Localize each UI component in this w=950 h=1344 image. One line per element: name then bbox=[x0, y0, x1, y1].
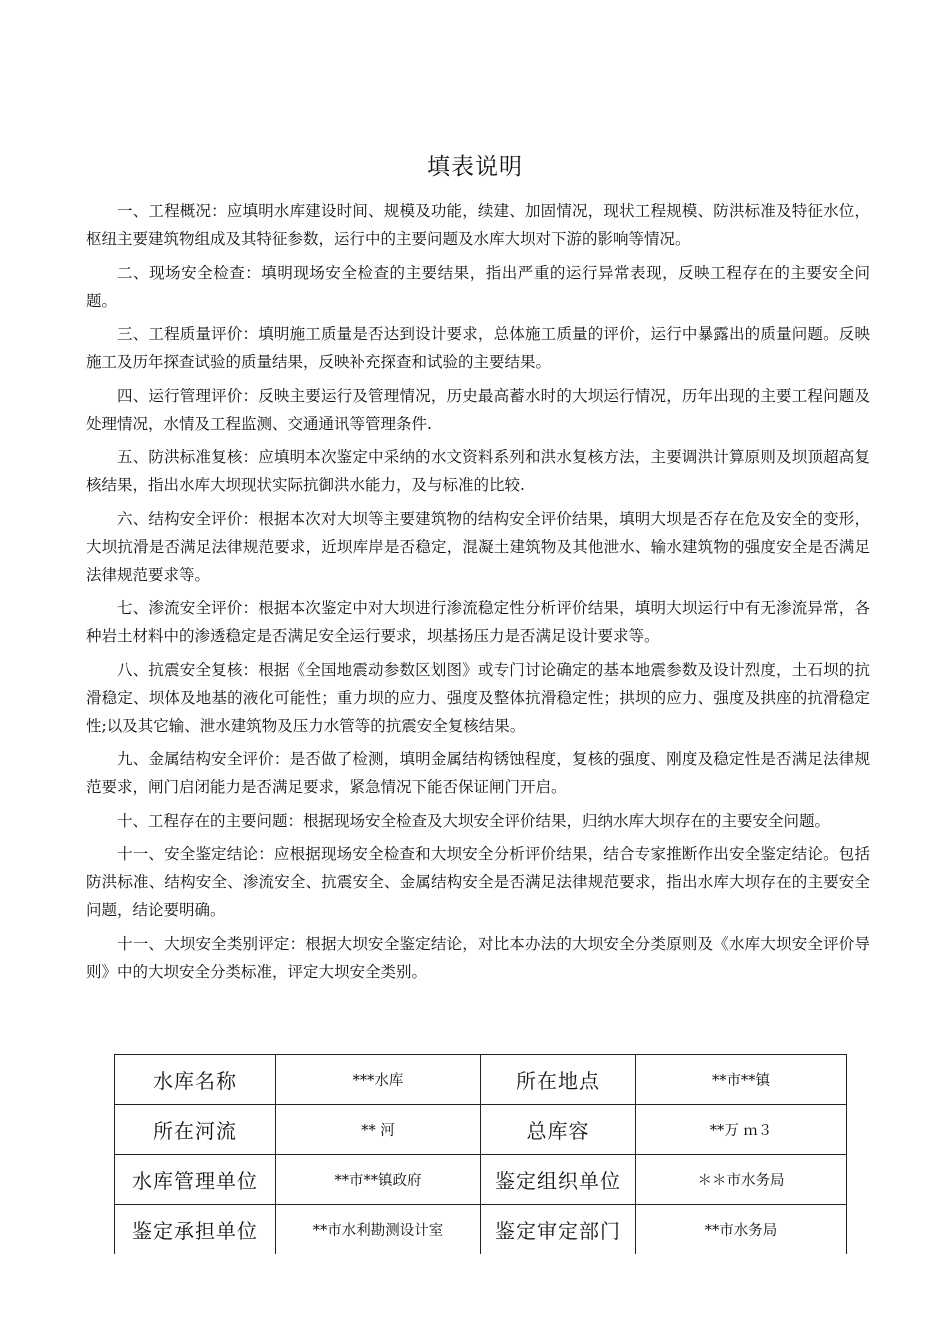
table-label-cell: 鉴定承担单位 bbox=[115, 1205, 276, 1255]
table-value-cell: ***水库 bbox=[276, 1055, 481, 1105]
instruction-paragraph-9: 九、金属结构安全评价：是否做了检测，填明金属结构锈蚀程度，复核的强度、刚度及稳定性是否满足法律规范要求，闸门启闭能力是否满足要求，紧急情况下能否保证闸门开启。 bbox=[86, 750, 870, 796]
table-label-cell: 水库管理单位 bbox=[115, 1155, 276, 1205]
table-row bbox=[115, 1205, 847, 1255]
instruction-paragraph-8: 八、抗震安全复核：根据《全国地震动参数区划图》或专门讨论确定的基本地震参数及设计烈度，土石坝的抗滑稳定、坝体及地基的液化可能性；重力坝的应力、强度及整体抗滑稳定性；拱坝的应力、强度及拱座的抗滑稳定性;以及其它输、泄水建筑物及压力水管等的抗震安全复核结果。 bbox=[86, 660, 870, 735]
instruction-paragraph-7: 七、渗流安全评价：根据本次鉴定中对大坝进行渗流稳定性分析评价结果，填明大坝运行中有无渗流异常，各种岩土材料中的渗透稳定是否满足安全运行要求，坝基扬压力是否满足设计要求等。 bbox=[86, 599, 870, 645]
reservoir-info-table bbox=[114, 1054, 847, 1254]
table-row bbox=[115, 1105, 847, 1155]
instruction-paragraph-2: 二、现场安全检查：填明现场安全检查的主要结果，指出严重的运行异常表现，反映工程存在的主要安全问题。 bbox=[86, 263, 870, 310]
table-value-cell: ＊＊市水务局 bbox=[636, 1155, 847, 1205]
table-value-cell: **市水务局 bbox=[636, 1205, 847, 1255]
instruction-paragraph-1: 一、工程概况：应填明水库建设时间、规模及功能，续建、加固情况，现状工程规模、防洪标准及特征水位，枢纽主要建筑物组成及其特征参数，运行中的主要问题及水库大坝对下游的影响等情况。 bbox=[86, 202, 870, 248]
table-label-cell: 水库名称 bbox=[115, 1055, 276, 1105]
instruction-paragraph-11: 十一、安全鉴定结论：应根据现场安全检查和大坝安全分析评价结果，结合专家推断作出安全鉴定结论。包括防洪标准、结构安全、渗流安全、抗震安全、金属结构安全是否满足法律规范要求，指出水库大坝存在的主要安全问题，结论要明确。 bbox=[86, 845, 870, 919]
instruction-paragraph-4: 四、运行管理评价：反映主要运行及管理情况，历史最高蓄水时的大坝运行情况，历年出现的主要工程问题及处理情况，水情及工程监测、交通通讯等管理条件. bbox=[86, 386, 870, 433]
page-title: 填表说明 bbox=[427, 154, 523, 180]
instruction-paragraph-5: 五、防洪标准复核：应填明本次鉴定中采纳的水文资料系列和洪水复核方法，主要调洪计算原则及坝顶超高复核结果，指出水库大坝现状实际抗御洪水能力，及与标准的比较. bbox=[86, 448, 870, 494]
table-value-cell: **万 ｍ３ bbox=[636, 1105, 847, 1155]
table-value-cell: ** 河 bbox=[276, 1105, 481, 1155]
table-label-cell: 鉴定审定部门 bbox=[481, 1205, 636, 1255]
table-value-cell: **市**镇政府 bbox=[276, 1155, 481, 1205]
table-label-cell: 所在河流 bbox=[115, 1105, 276, 1155]
instruction-paragraph-6: 六、结构安全评价：根据本次对大坝等主要建筑物的结构安全评价结果，填明大坝是否存在危及安全的变形，大坝抗滑是否满足法律规范要求，近坝库岸是否稳定，混凝土建筑物及其他泄水、输水建筑物的强度安全是否满足法律规范要求等。 bbox=[86, 509, 870, 584]
table-value-cell: **市水利勘测设计室 bbox=[276, 1205, 481, 1255]
instruction-paragraph-10: 十、工程存在的主要问题：根据现场安全检查及大坝安全评价结果，归纳水库大坝存在的主要安全问题。 bbox=[117, 811, 831, 830]
table-row bbox=[115, 1055, 847, 1105]
instruction-paragraph-3: 三、工程质量评价：填明施工质量是否达到设计要求，总体施工质量的评价，运行中暴露出的质量问题。反映施工及历年探查试验的质量结果，反映补充探查和试验的主要结果。 bbox=[86, 325, 870, 371]
table-label-cell: 总库容 bbox=[481, 1105, 636, 1155]
table-value-cell: **市**镇 bbox=[636, 1055, 847, 1105]
table-row bbox=[115, 1155, 847, 1205]
table-label-cell: 鉴定组织单位 bbox=[481, 1155, 636, 1205]
instruction-paragraph-12: 十一、大坝安全类别评定：根据大坝安全鉴定结论，对比本办法的大坝安全分类原则及《水库大坝安全评价导则》中的大坝安全分类标准，评定大坝安全类别。 bbox=[86, 934, 870, 981]
table-label-cell: 所在地点 bbox=[481, 1055, 636, 1105]
instructions-body bbox=[86, 197, 870, 991]
